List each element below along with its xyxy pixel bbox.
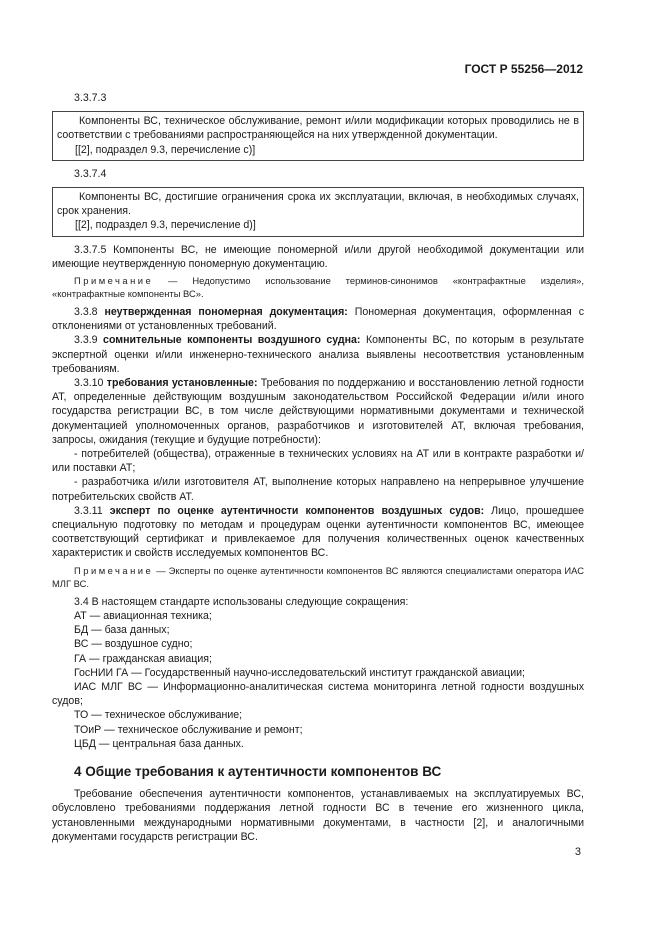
- clause-3-3-10-item-1: - потребителей (общества), отраженные в технических условиях на АТ или в контракте разработки и/или поставки АТ;: [52, 448, 584, 475]
- abbreviation-item: ТО — техническое обслуживание;: [74, 709, 243, 722]
- note-1-label: Примечание: [74, 275, 154, 287]
- clause-3-3-9-term: сомнительные компоненты воздушного судна:: [103, 334, 361, 347]
- clause-3-3-11-definition: Лицо, прошедшее специальную подготовку по методам и процедурам оценки аутентичности компонентов ВС, имеющее соответствующий сертификат и привлекаемое для получения количественных оценок качественных характеристик и свойств исследуемых компонентов ВС.: [52, 504, 584, 560]
- clause-3-3-7-3-text: Компоненты ВС, техническое обслуживание, ремонт и/или модификации которых проводились не в соответствии с требованиями распространяющейся на них утвержденной документации.: [57, 115, 579, 142]
- clause-3-3-7-3-number: 3.3.7.3: [74, 92, 107, 104]
- clause-3-3-9-number: 3.3.9: [74, 334, 104, 347]
- note-1-text: — Недопустимо использование терминов-синонимов «контрафактные изделия», «контрафактные компоненты ВС».: [52, 275, 584, 300]
- abbreviation-item: ЦБД — центральная база данных.: [74, 737, 244, 750]
- clause-3-3-7-4-reference: [[2], подраздел 9.3, перечисление d)]: [75, 219, 256, 232]
- abbreviation-item: АТ — авиационная техника;: [74, 609, 212, 622]
- clause-3-3-11-number: 3.3.11: [74, 504, 110, 517]
- abbreviations-list: [52, 609, 584, 751]
- abbreviation-item: ГА — гражданская авиация;: [74, 652, 212, 665]
- section-4-heading: 4 Общие требования к аутентичности компонентов ВС: [74, 763, 442, 779]
- clause-3-3-8-term: неутвержденная пономерная документация:: [104, 306, 348, 319]
- clause-3-3-11-term: эксперт по оценке аутентичности компонентов воздушных судов:: [109, 504, 485, 517]
- clause-3-3-8: [52, 305, 584, 333]
- note-2-label: Примечание: [74, 564, 154, 576]
- clause-3-3-10: [52, 376, 584, 447]
- page-number: 3: [574, 846, 581, 858]
- abbreviation-item: ТОиР — техническое обслуживание и ремонт;: [74, 723, 303, 736]
- page-content: [52, 91, 584, 844]
- clause-3-3-10-definition: Требования по поддержанию и восстановлению летной годности АТ, определенные действующим воздушным законодательством Российской Федерации и/или иного государства регистрации ВС, в том числе действующими нормативными документами и технической документацией уполномоченных органов, разработчиков и изготовителей АТ, включая требования, запросы, ожидания (текущие и будущие потребности):: [52, 377, 584, 446]
- note-1: [52, 274, 584, 300]
- clause-3-3-10-term: требования установленные:: [106, 377, 258, 390]
- clause-3-3-9: [52, 333, 584, 376]
- abbreviation-item: БД — база данных;: [74, 624, 170, 637]
- clause-3-3-7-4-box: [52, 187, 584, 237]
- clause-3-3-8-definition: Пономерная документация, оформленная с отклонениями от установленных требований.: [52, 306, 584, 333]
- clause-3-3-9-definition: Компоненты ВС, по которым в результате экспертной оценки и/или инженерно-технического анализа выявлены несоответствия установленным требованиям.: [52, 334, 585, 375]
- abbreviation-item: ГосНИИ ГА — Государственный научно-исследовательский институт гражданской авиации;: [74, 666, 525, 679]
- abbreviation-item: ВС — воздушное судно;: [74, 638, 193, 651]
- clause-3-3-7-3-reference: [[2], подраздел 9.3, перечисление с)]: [75, 143, 256, 156]
- document-id-header: ГОСТ Р 55256—2012: [464, 62, 583, 76]
- clause-3-3-7-4-number: 3.3.7.4: [74, 167, 107, 180]
- clause-3-3-7-4-text: Компоненты ВС, достигшие ограничения срока их эксплуатации, включая, в необходимых случаях, срок хранения.: [57, 191, 579, 218]
- clause-3-3-8-number: 3.3.8: [74, 306, 105, 319]
- clause-3-3-7-3-box: [52, 111, 584, 161]
- section-4-text: Требование обеспечения аутентичности компонентов, устанавливаемых на эксплуатируемых ВС, обусловлено требованиями поддержания летной годности ВС в течение его жизненного цикла, установленными международными нормативными документами, в частности [2], и аналогичными документами государств регистрации ВС.: [52, 788, 584, 843]
- clause-3-3-7-5: 3.3.7.5 Компоненты ВС, не имеющие пономерной и/или другой необходимой документации или имеющие неутвержденную пономерную документацию.: [52, 243, 584, 270]
- note-2: [52, 564, 584, 590]
- clause-3-3-11: [52, 504, 584, 561]
- clause-3-4: 3.4 В настоящем стандарте использованы следующие сокращения:: [74, 595, 409, 608]
- abbreviation-item: ИАС МЛГ ВС — Информационно-аналитическая система мониторинга летной годности воздушных судов;: [52, 680, 584, 708]
- clause-3-3-10-number: 3.3.10: [74, 377, 107, 390]
- clause-3-3-10-item-2: - разработчика и/или изготовителя АТ, выполнение которых направлено на непрерывное улучшение потребительских свойств АТ.: [52, 476, 584, 503]
- note-2-text: — Эксперты по оценке аутентичности компонентов ВС являются специалистами оператора ИАС МЛГ ВС.: [52, 564, 584, 589]
